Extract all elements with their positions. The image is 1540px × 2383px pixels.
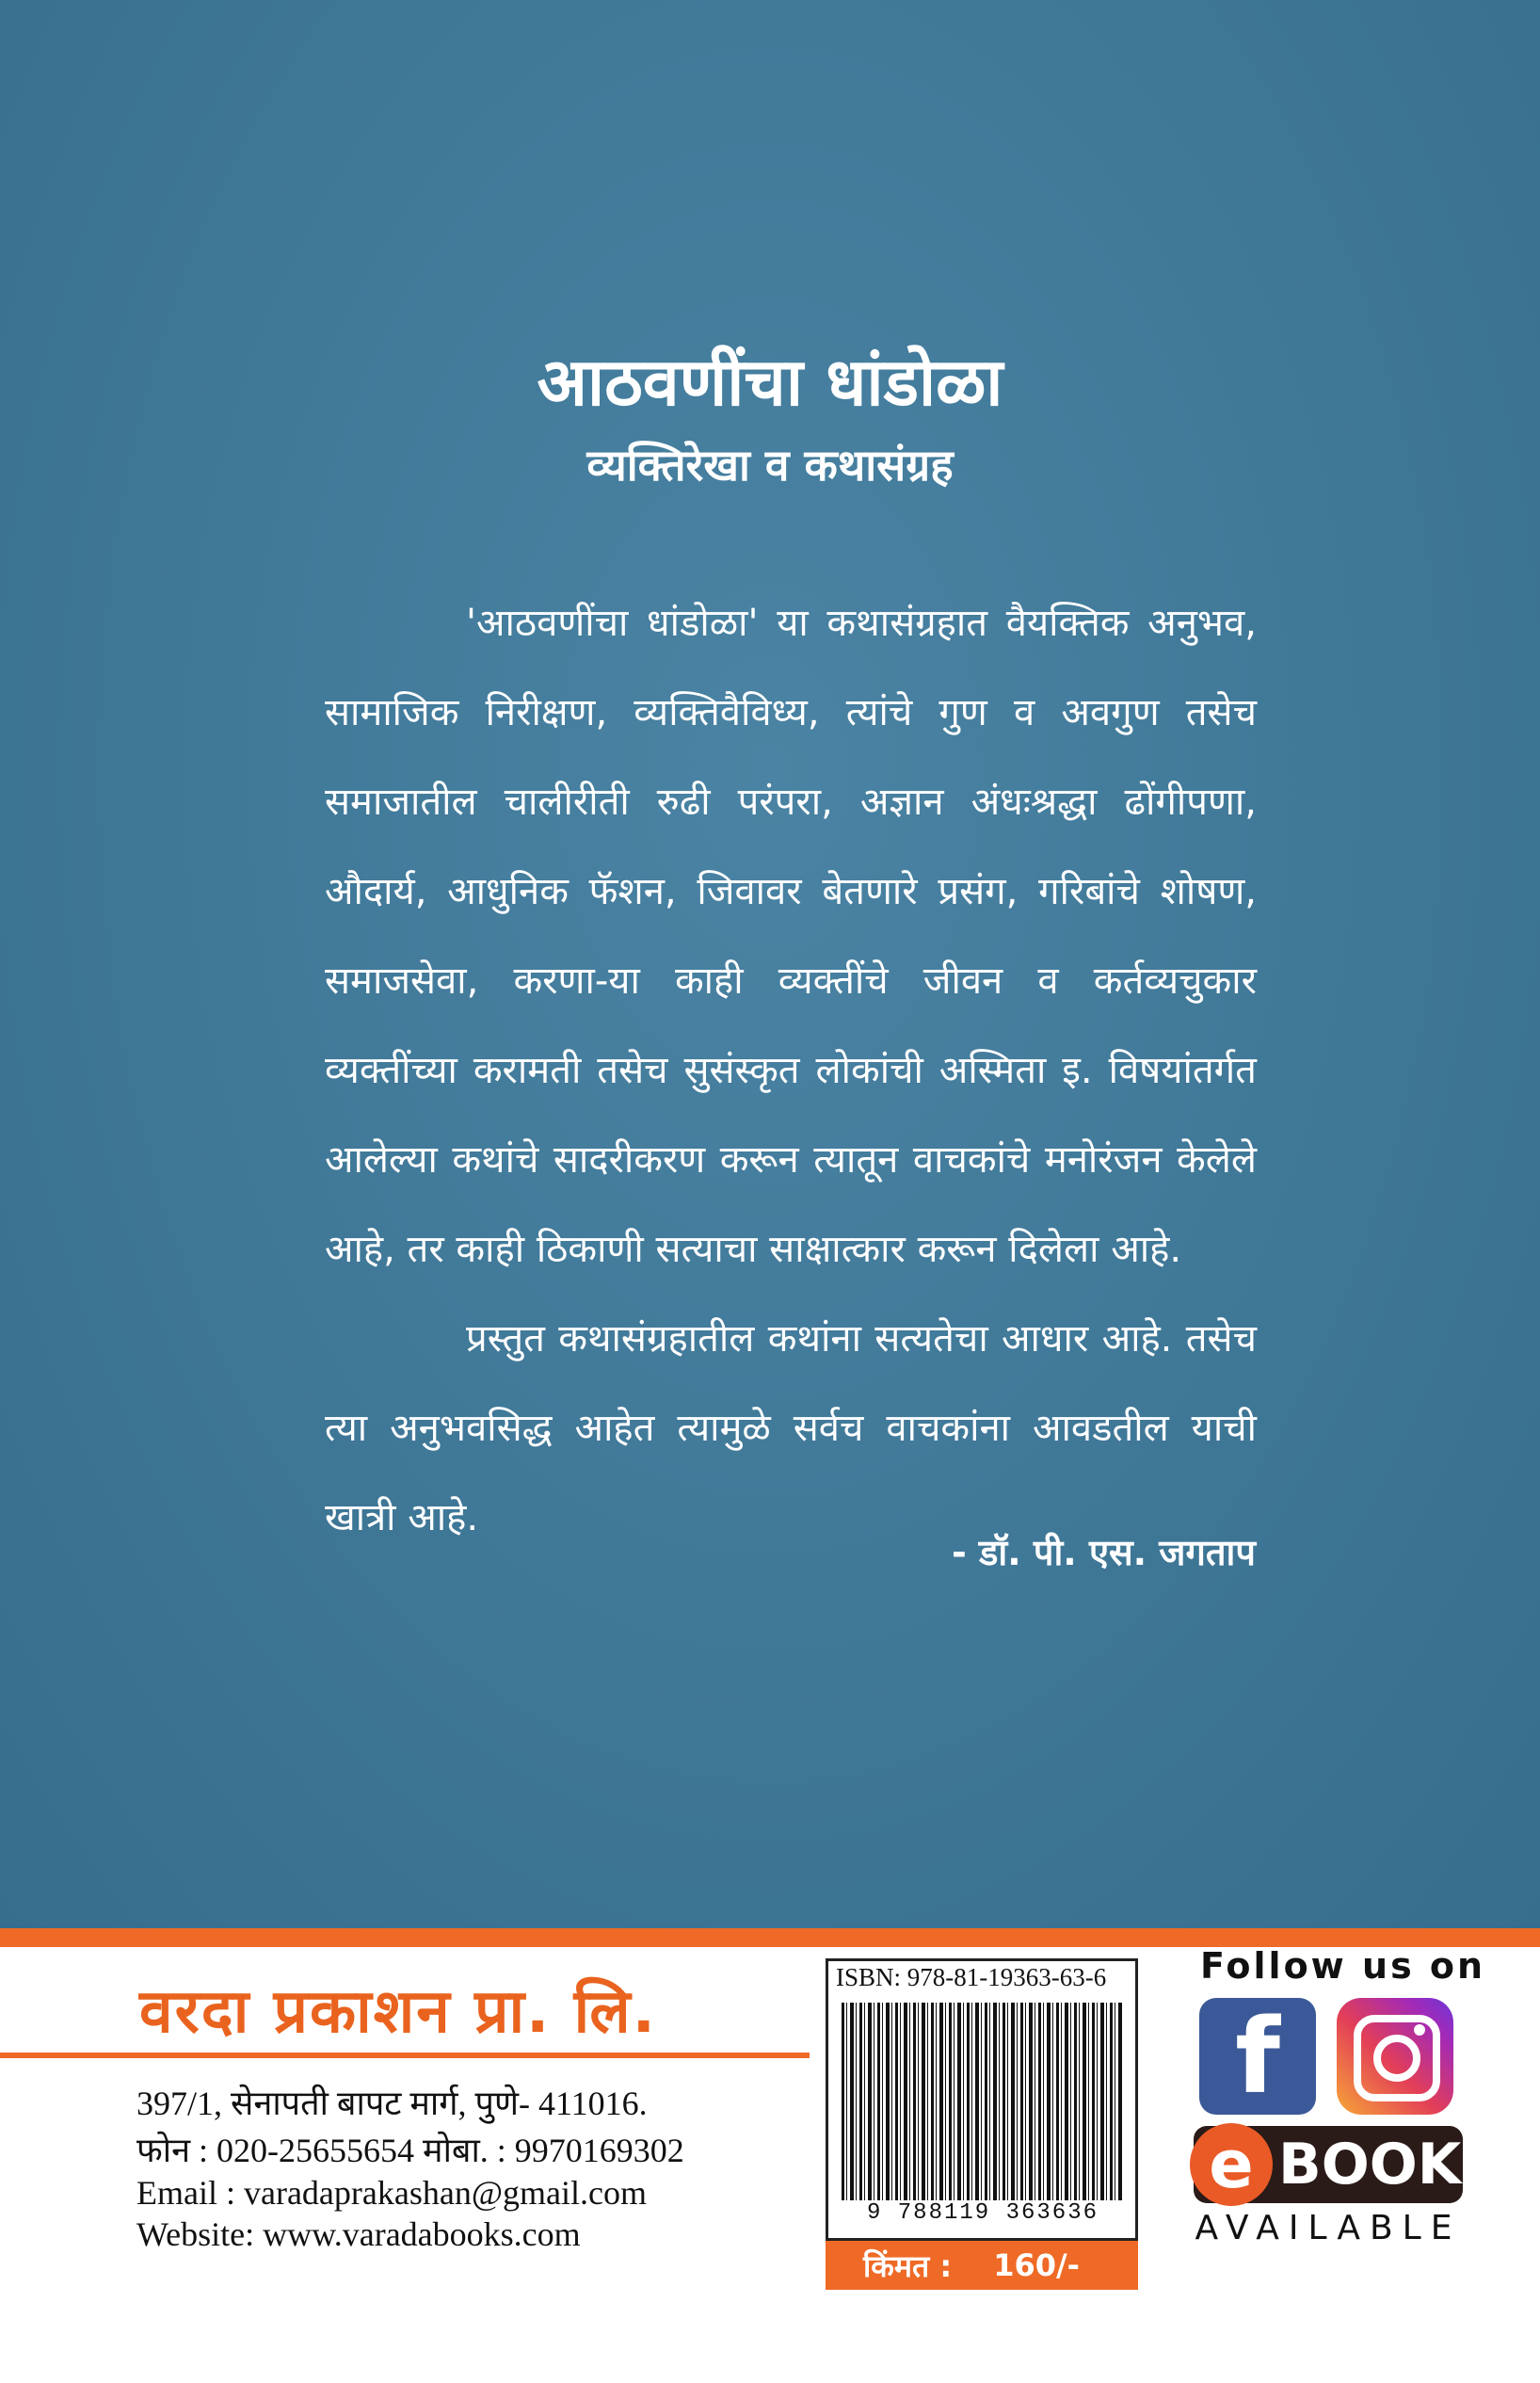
price-label: किंमत :: [863, 2247, 953, 2284]
book-subtitle: व्यक्तिरेखा व कथासंग्रह: [586, 440, 954, 491]
publisher-email: Email : varadaprakashan@gmail.com: [136, 2174, 647, 2212]
blurb: [325, 579, 1257, 1563]
isbn-barcode-box: [826, 1958, 1138, 2241]
publisher-underline: [0, 2053, 810, 2058]
barcode-digits: 9 788119 363636: [866, 2200, 1099, 2226]
instagram-icon[interactable]: [1337, 1998, 1453, 2115]
price-value: 160/-: [993, 2247, 1080, 2283]
ebook-badge: [1194, 2126, 1463, 2203]
publisher-name: वरदा प्रकाशन प्रा. लि.: [139, 1977, 657, 2047]
book-title: आठवणींचा धांडोळा: [537, 344, 1003, 421]
publisher-phone: फोन : 020-25655654 मोबा. : 9970169302: [136, 2132, 684, 2169]
barcode-icon: [842, 2003, 1124, 2200]
ebook-available-label: AVAILABLE: [1195, 2209, 1462, 2247]
facebook-icon[interactable]: f: [1199, 1998, 1316, 2115]
ebook-word: BOOK: [1278, 2132, 1462, 2198]
follow-us-label: Follow us on: [1200, 1945, 1486, 1987]
price-bar: [826, 2241, 1138, 2290]
blurb-paragraph-2: प्रस्तुत कथासंग्रहातील कथांना सत्यतेचा आधार आहे. तसेच त्या अनुभवसिद्ध आहेत त्यामुळे सर्वच वाचकांना आवडतील याची खात्री आहे.: [325, 1317, 1257, 1539]
orange-divider: [0, 1928, 1540, 1947]
publisher-address: 397/1, सेनापती बापट मार्ग, पुणे- 411016.: [136, 2085, 648, 2122]
isbn-text: ISBN: 978-81-19363-63-6: [836, 1963, 1107, 1991]
blurb-paragraph-1: 'आठवणींचा धांडोळा' या कथासंग्रहात वैयक्तिक अनुभव, सामाजिक निरीक्षण, व्यक्तिवैविध्य, त्यांचे गुण व अवगुण तसेच समाजातील चालीरीती रुढी परंपरा, अज्ञान अंधःश्रद्धा ढोंगीपणा, औदार्य, आधुनिक फॅशन, जिवावर बेतणारे प्रसंग, गरिबांचे शोषण, समाजसेवा, करणा-या काही व्यक्तींचे जीवन व कर्तव्यचुकार व्यक्तींच्या करामती तसेच सुसंस्कृत लोकांची अस्मिता इ. विषयांतर्गत आलेल्या कथांचे सादरीकरण करून त्यातून वाचकांचे मनोरंजन केलेले आहे, तर काही ठिकाणी सत्याचा साक्षात्कार करून दिलेला आहे.: [325, 602, 1257, 1271]
blurb-author: - डॉ. पी. एस. जगताप: [952, 1532, 1256, 1573]
ebook-e-icon: e: [1190, 2123, 1273, 2206]
publisher-website: Website: www.varadabooks.com: [136, 2215, 581, 2253]
